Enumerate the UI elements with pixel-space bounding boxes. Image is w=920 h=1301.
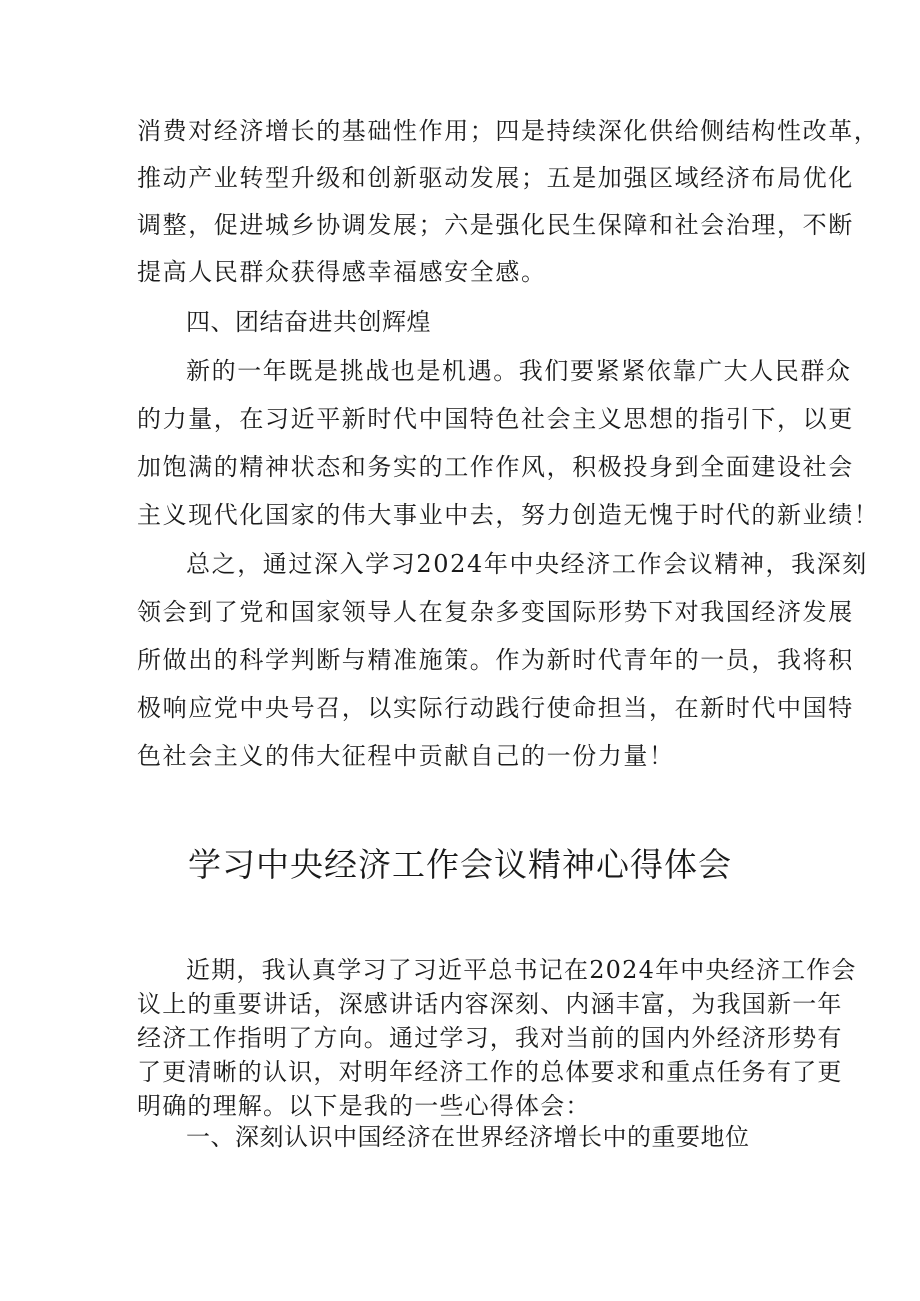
- paragraph-line: 主义现代化国家的伟大事业中去，努力创造无愧于时代的新业绩！: [137, 501, 880, 529]
- paragraph-line: 明确的理解。以下是我的一些心得体会：: [137, 1092, 591, 1120]
- paragraph-line: 调整，促进城乡协调发展；六是强化民生保障和社会治理，不断: [137, 211, 854, 239]
- paragraph-line: 的力量，在习近平新时代中国特色社会主义思想的指引下，以更: [137, 405, 854, 433]
- paragraph-line: 色社会主义的伟大征程中贡献自己的一份力量！: [137, 742, 675, 770]
- paragraph-line: 加饱满的精神状态和务实的工作作风，积极投身到全面建设社会: [137, 453, 854, 481]
- section-heading: 一、深刻认识中国经济在世界经济增长中的重要地位: [186, 1123, 750, 1151]
- paragraph-line: 所做出的科学判断与精准施策。作为新时代青年的一员，我将积: [137, 646, 854, 674]
- paragraph-line: 了更清晰的认识，对明年经济工作的总体要求和重点任务有了更: [137, 1058, 843, 1086]
- paragraph-line: 新的一年既是挑战也是机遇。我们要紧紧依靠广大人民群众: [186, 357, 852, 385]
- paragraph-line: 近期，我认真学习了习近平总书记在2024年中央经济工作会: [186, 956, 857, 984]
- paragraph-line: 极响应党中央号召，以实际行动践行使命担当，在新时代中国特: [137, 694, 854, 722]
- paragraph-line: 提高人民群众获得感幸福感安全感。: [137, 258, 547, 286]
- paragraph-line: 经济工作指明了方向。通过学习，我对当前的国内外经济形势有: [137, 1024, 843, 1052]
- paragraph-line: 总之，通过深入学习2024年中央经济工作会议精神，我深刻: [186, 550, 868, 578]
- paragraph-line: 推动产业转型升级和创新驱动发展；五是加强区域经济布局优化: [137, 164, 854, 192]
- paragraph-line: 消费对经济增长的基础性作用；四是持续深化供给侧结构性改革，: [137, 117, 880, 145]
- article-title: 学习中央经济工作会议精神心得体会: [188, 845, 732, 884]
- paragraph-line: 议上的重要讲话，深感讲话内容深刻、内涵丰富，为我国新一年: [137, 990, 843, 1018]
- paragraph-line: 领会到了党和国家领导人在复杂多变国际形势下对我国经济发展: [137, 598, 854, 626]
- section-heading: 四、团结奋进共创辉煌: [186, 308, 431, 336]
